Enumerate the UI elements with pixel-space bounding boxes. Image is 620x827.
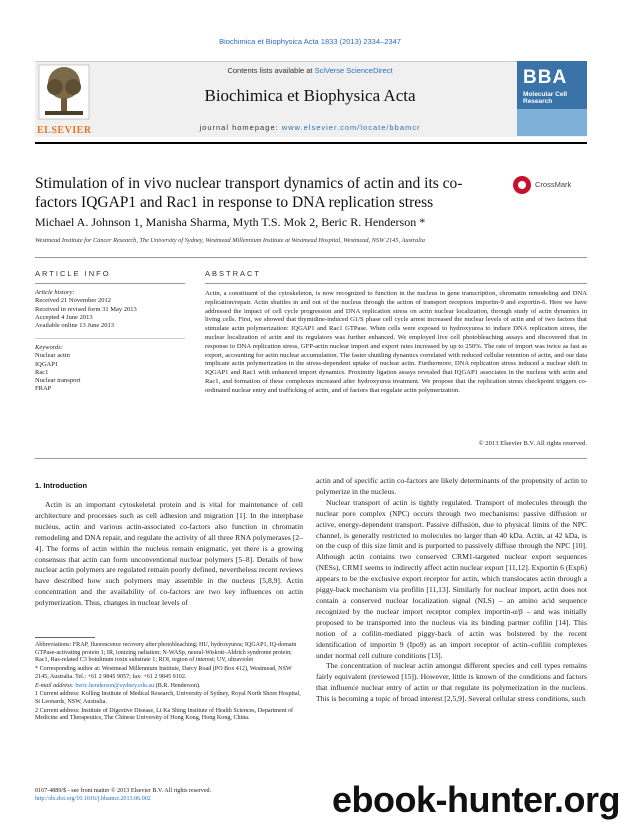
history-item: Accepted 4 June 2013 — [35, 313, 93, 321]
doi-link[interactable]: http://dx.doi.org/10.1016/j.bbamcr.2013.06.002 — [35, 796, 151, 802]
footnote-2: 2 Current address: Institute of Digestive Disease, Li Ka Shing Institute of Health Sciences, Department of Medicine and Therapeutics, The Chinese University of Hong Kong, Hong Kong, China. — [35, 707, 294, 722]
intro-left-column — [35, 500, 303, 609]
crossmark-icon — [513, 176, 531, 194]
journal-name: Biochimica et Biophysica Acta — [204, 86, 416, 105]
abstract-copyright: © 2013 Elsevier B.V. All rights reserved. — [478, 440, 587, 447]
homepage-link[interactable]: www.elsevier.com/locate/bbamcr — [281, 123, 421, 132]
keyword-item: Nuclear actin — [35, 352, 70, 360]
abstract-rule — [205, 283, 587, 284]
footnote-abbreviations: Abbreviations: FRAP, fluorescence recovery after photobleaching; HU, hydroxyurea; IQGAP1, IQ-domain GTPase-activating protein 1; IR, ionizing radiation; N-WASp, neural-Wiskott–Aldrich syndrome protein; Rac1, Ras-related C3 botulinum toxin substrate 1; ROI, region of interest; UV, ultraviolet — [35, 642, 297, 664]
journal-reference[interactable]: Biochimica et Biophysica Acta 1833 (2013) 2334–2347 — [219, 37, 401, 46]
footnote-rule — [35, 637, 95, 638]
cover-title: BBA — [523, 67, 568, 88]
keywords-rule — [35, 338, 185, 339]
history-label: Article history: — [35, 289, 75, 296]
author-list: Michael A. Johnson 1, Manisha Sharma, Myth T.S. Mok 2, Beric R. Henderson * — [35, 215, 426, 229]
crossmark-button[interactable] — [513, 176, 593, 196]
affiliation-rule — [35, 257, 587, 258]
article-info-heading: ARTICLE INFO — [35, 269, 111, 278]
footnote-corresponding: * Corresponding author at: Westmead Millennium Institute, Darcy Road (PO Box 412), Westmead, NSW 2145, Australia. Tel.: +61 2 9845 9057; fax: +61 2 9845 9102. — [35, 666, 292, 680]
history-item: Received in revised form 31 May 2013 — [35, 305, 137, 313]
cover-subtitle: Molecular Cell Research — [523, 91, 568, 106]
elsevier-tree-icon — [35, 61, 93, 123]
history-item: Available online 13 June 2013 — [35, 322, 114, 330]
sciencedirect-link[interactable]: SciVerse ScienceDirect — [314, 66, 393, 75]
footnote-email — [35, 683, 303, 691]
journal-homepage — [100, 123, 520, 132]
cover-image-band — [517, 109, 587, 136]
header-rule — [35, 142, 587, 144]
keyword-item: Rac1 — [35, 368, 49, 376]
keyword-item: FRAP — [35, 385, 52, 393]
publisher-logo-text: ELSEVIER — [37, 125, 92, 136]
homepage-prefix: journal homepage: — [199, 123, 282, 132]
paragraph: The concentration of nuclear actin amongst different species and cell types remains fairly equivalent (reviewed [15]). However, little is known of the conditions and factors that influence nuclear entry of actin or that regulate its polymerization in the nucleus. This is becoming a topic of broad interest [2,5,9]. Several cellular stress conditions, such — [316, 661, 587, 704]
keywords-label: Keywords: — [35, 344, 63, 351]
paragraph: Actin is an important cytoskeletal protein and is vital for maintenance of cell architecture and processes such as cell adhesion and migration [1]. In the interphase nucleus, actin and various actin-associated co-factors also function in chromatin remodeling and DNA repair, and regulate the activity of all three RNA polymerases [2–4]. The forms of actin within the nucleus remain enigmatic, yet there is a growing consensus that actin can form unconventional nuclear polymers [5–8]. Details of how nuclear actin polymers are regulated remain poorly defined, nevertheless recent reviews have described how such polymers may assemble in the nucleus [5,8,9]. Actin concentration and the availability of co-factors are two key influences on actin polymerization. Thus, changes in nuclear levels of — [35, 500, 303, 608]
paragraph: Nuclear transport of actin is tightly regulated. Transport of molecules through the nuclear pore complex (NPC) occurs through two mechanisms: passive diffusion or active, energy-dependent transport. Passive diffusion, due to physical limits of the NPC channel, is generally restricted to molecules no larger than 40 kDa. Actin, at 42 kDa, is on the cusp of this size limit and is purported to passively diffuse through the NPC [10]. Although actin contains two conserved CRM1-targeted nuclear export sequences (NESs), CRM1 seems to indirectly affect actin nuclear export [11,12]. Exportin 6 (Exp6) appears to be the exclusive export receptor for actin, which translocates actin through a piggy-back mechanism via profilin [11,13]. Similarly for nuclear import, actin does not contain a conserved nuclear localization signal (NLS) – an amino acid sequence recognized by the nuclear import receptor complex importin-α/β – and was initially proposed to be transported into the nucleus via its binding partner cofilin [14]. This notion of a cofilin-mediated piggy-back of actin was bolstered by the recent identification of importin 9 (Ipo9) as an import receptor of actin–cofilin complexes under normal cell culture conditions [13]. — [316, 497, 587, 660]
intro-right-column — [316, 476, 587, 705]
issn-line: 0167-4889/$ - see front matter © 2013 Elsevier B.V. All rights reserved. — [35, 788, 212, 794]
abstract-heading: ABSTRACT — [205, 269, 262, 278]
abstract-bottom-rule — [35, 458, 587, 459]
keyword-item: IQGAP1 — [35, 360, 59, 368]
article-history — [35, 289, 185, 330]
email-suffix: (B.R. Henderson). — [154, 682, 201, 689]
history-item: Received 21 November 2012 — [35, 297, 111, 305]
elsevier-logo — [35, 61, 93, 135]
email-link[interactable]: beric.henderson@sydney.edu.au — [75, 682, 155, 689]
article-title: Stimulation of in vivo nuclear transport dynamics of actin and its co-factors IQGAP1 and Rac1 in response to DNA replication stress — [35, 175, 463, 211]
abstract-text: Actin, a constituent of the cytoskeleton, is now recognized to function in the nucleus in gene transcription, chromatin remodeling and DNA replication/repair. Actin shuttles in and out of the nucleus through the action of transport receptors importin-9 and exportin-6. Here we have addressed the impact of cell cycle progression and DNA replication stress on actin nuclear localization, through study of actin dynamics in living cells. First, we showed that thymidine-induced G1/S phase cell cycle arrest increased the nuclear levels of actin and of two factors that stimulate actin polymerization: IQGAP1 and Rac1 GTPase. When cells were exposed to hydroxyurea to induce DNA replication stress, the nuclear localization of actin and its regulators was further enhanced. We employed live cell photobleaching assays and discovered that in response to DNA replication stress, GFP-actin nuclear import and export rates increased by up to 250%. The rate of import was twice as fast as export, accounting for actin nuclear accumulation. The faster shuttling dynamics correlated with reduced cellular retention of actin, and our data implicate actin polymerization in the stress-dependent uptake of nuclear actin. Furthermore, DNA replication stress induced a nuclear shift in IQGAP1 and Rac1 with enhanced import dynamics. Proximity ligation assays revealed that IQGAP1 associates in the nucleus with actin and Rac1, and formation of these complexes increased after hydroxyurea treatment. We propose that the replication stress checkpoint triggers co-ordinated nuclear entry and trafficking of actin, and of factors that regulate actin polymerization. — [205, 290, 587, 394]
footnotes — [35, 642, 303, 724]
article-info-rule — [35, 283, 185, 284]
crossmark-label: CrossMark — [535, 180, 572, 189]
footnote-1: 1 Current address: Kolling Institute of Medical Research, University of Sydney, Royal North Shore Hospital, St Leonards, NSW, Australia. — [35, 691, 301, 705]
journal-cover — [517, 61, 587, 136]
keyword-item: Nuclear transport — [35, 377, 81, 385]
keywords — [35, 344, 185, 394]
contents-line — [100, 66, 520, 75]
email-label: E-mail address: — [35, 682, 76, 689]
affiliation: Westmead Institute for Cancer Research, The University of Sydney, Westmead Millennium Institute at Westmead Hospital, Westmead, NSW 2145, Australia — [35, 237, 425, 244]
watermark: ebook-hunter.org — [332, 779, 620, 820]
contents-prefix: Contents lists available at — [227, 66, 315, 75]
section-heading: 1. Introduction — [35, 481, 88, 490]
paragraph: actin and of specific actin co-factors are likely determinants of the propensity of actin to polymerize in the nucleus. — [316, 476, 587, 496]
